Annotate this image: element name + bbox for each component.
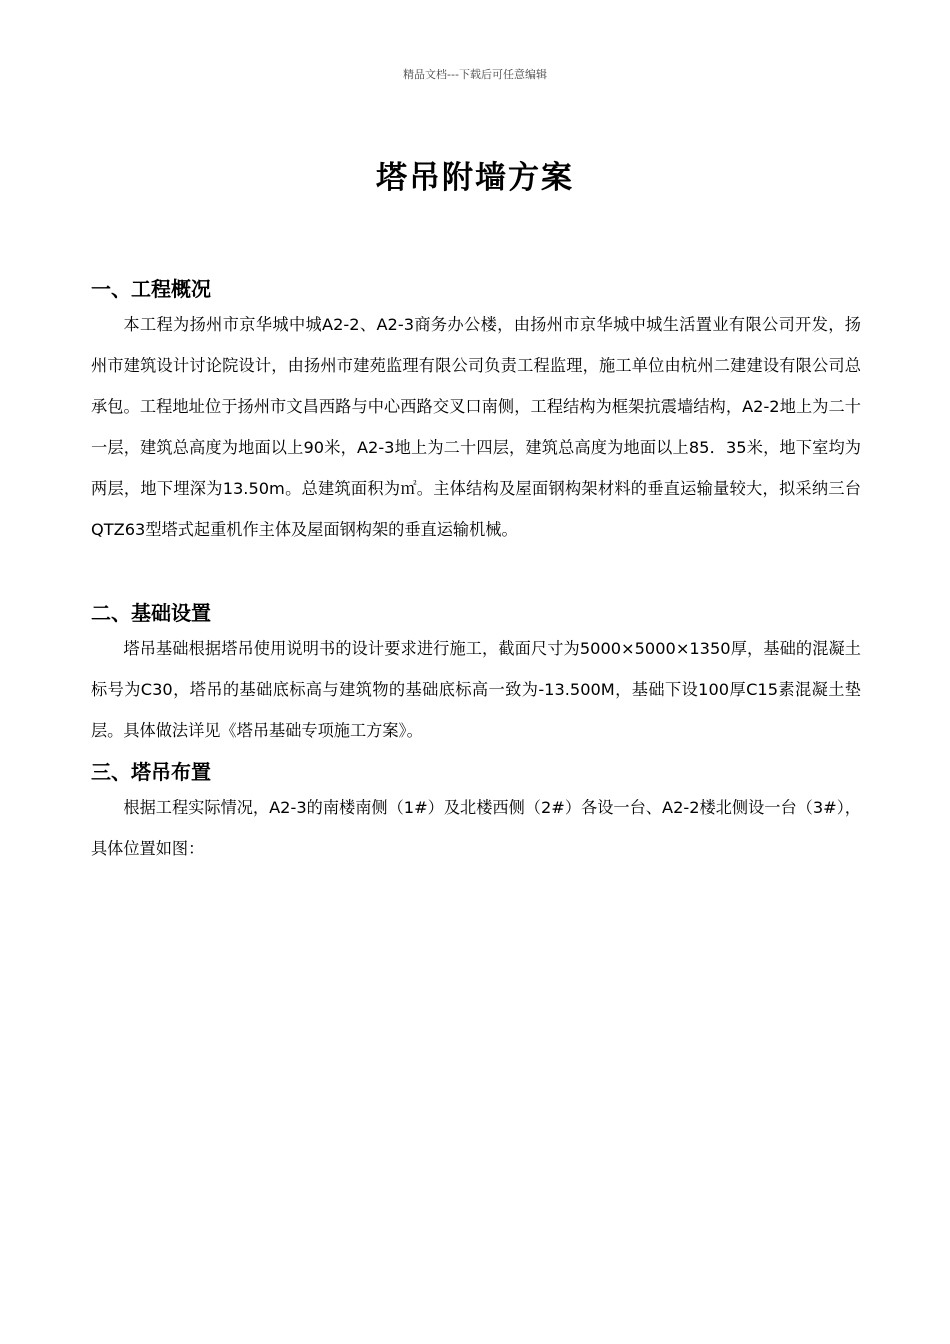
section-heading: 三、塔吊布置 <box>91 760 211 784</box>
section-project-overview <box>91 274 861 550</box>
section-heading: 一、工程概况 <box>91 277 211 301</box>
section-paragraph: 根据工程实际情况，A2-3的南楼南侧（1#）及北楼西侧（2#）各设一台、A2-2楼北侧设一台（3#），具体位置如图： <box>91 798 861 858</box>
section-paragraph: 本工程为扬州市京华城中城A2-2、A2-3商务办公楼，由扬州市京华城中城生活置业有限公司开发，扬州市建筑设计讨论院设计，由扬州市建苑监理有限公司负责工程监理，施工单位由杭州二建建设有限公司总承包。工程地址位于扬州市文昌西路与中心西路交叉口南侧，工程结构为框架抗震墙结构，A2-2地上为二十一层，建筑总高度为地面以上90米，A2-3地上为二十四层，建筑总高度为地面以上85．35米，地下室均为两层，地下埋深为13.50m。总建筑面积为㎡。主体结构及屋面钢构架材料的垂直运输量较大，拟采纳三台QTZ63型塔式起重机作主体及屋面钢构架的垂直运输机械。 <box>91 315 861 539</box>
header-note: 精品文档---下载后可任意编辑 <box>403 68 547 81</box>
section-paragraph: 塔吊基础根据塔吊使用说明书的设计要求进行施工，截面尺寸为5000×5000×1350厚，基础的混凝土标号为C30，塔吊的基础底标高与建筑物的基础底标高一致为-13.500M，基础下设100厚C15素混凝土垫层。具体做法详见《塔吊基础专项施工方案》。 <box>91 639 861 740</box>
section-foundation-setup <box>91 598 861 751</box>
section-crane-layout <box>91 757 861 869</box>
document-title: 塔吊附墙方案 <box>376 160 574 196</box>
section-heading: 二、基础设置 <box>91 601 211 625</box>
